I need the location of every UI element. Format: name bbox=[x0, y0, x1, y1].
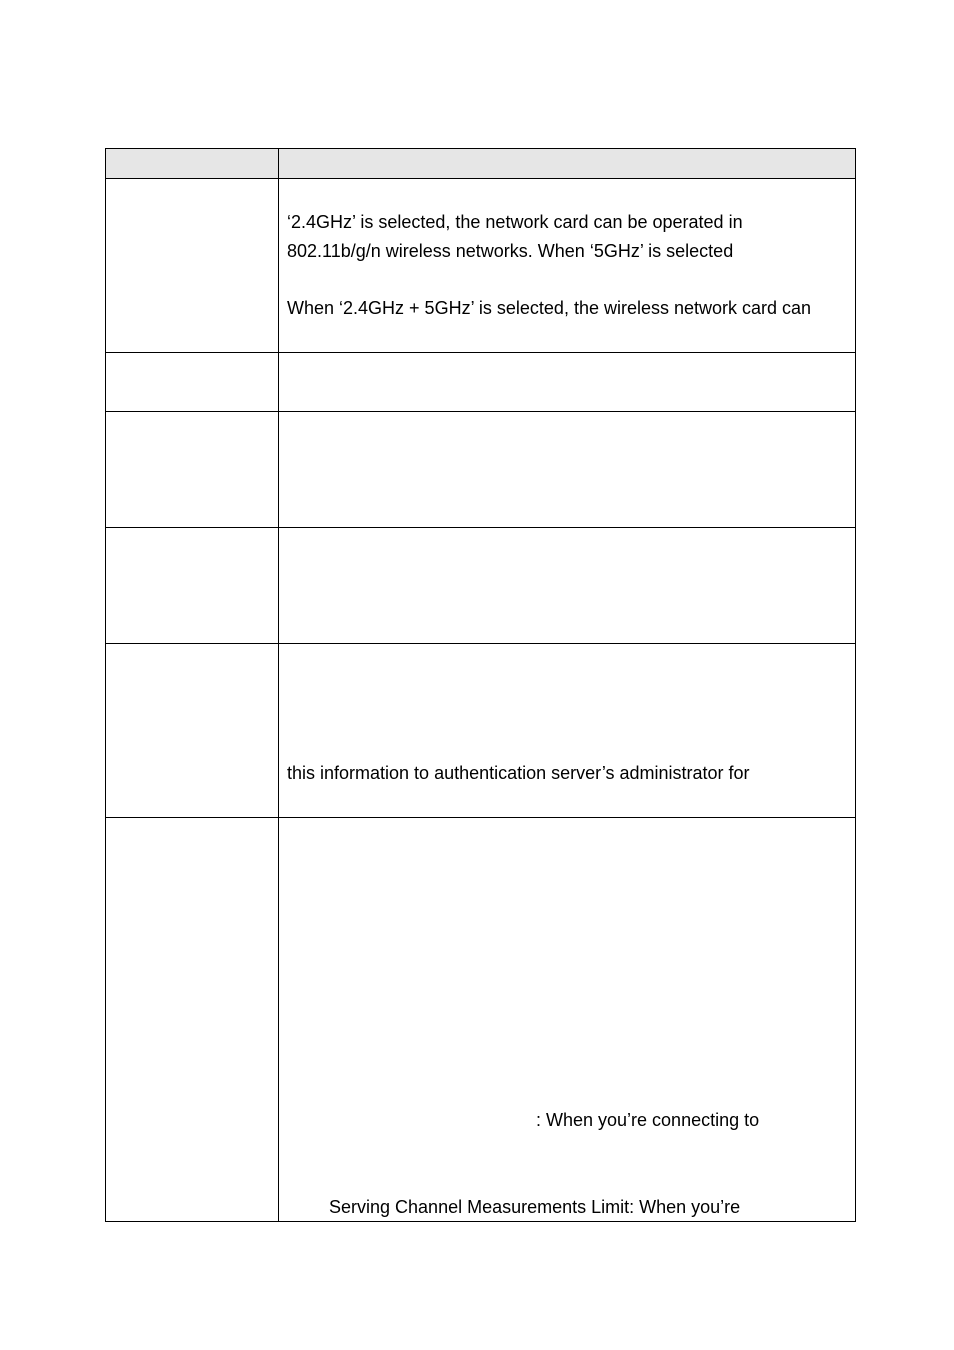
row-divider bbox=[105, 817, 856, 818]
table-header bbox=[105, 148, 856, 178]
table-border-left bbox=[105, 148, 106, 1222]
table-border-top bbox=[105, 148, 856, 149]
description-text: this information to authentication server’s administrator for bbox=[287, 763, 750, 783]
description-text: When ‘2.4GHz + 5GHz’ is selected, the wireless network card can bbox=[287, 298, 812, 318]
description-text: Serving Channel Measurements Limit: When you’re bbox=[329, 1197, 741, 1217]
column-divider bbox=[278, 148, 279, 1222]
description-text: : When you’re connecting to bbox=[536, 1110, 760, 1130]
table-border-bottom bbox=[105, 1221, 856, 1222]
row-divider bbox=[105, 527, 856, 528]
header-divider bbox=[105, 178, 856, 179]
description-text: ‘2.4GHz’ is selected, the network card can be operated in bbox=[287, 212, 743, 232]
row-divider bbox=[105, 352, 856, 353]
description-text: 802.11b/g/n wireless networks. When ‘5GHz’ is selected bbox=[287, 241, 734, 261]
row-divider bbox=[105, 411, 856, 412]
table-border-right bbox=[855, 148, 856, 1222]
row-divider bbox=[105, 643, 856, 644]
